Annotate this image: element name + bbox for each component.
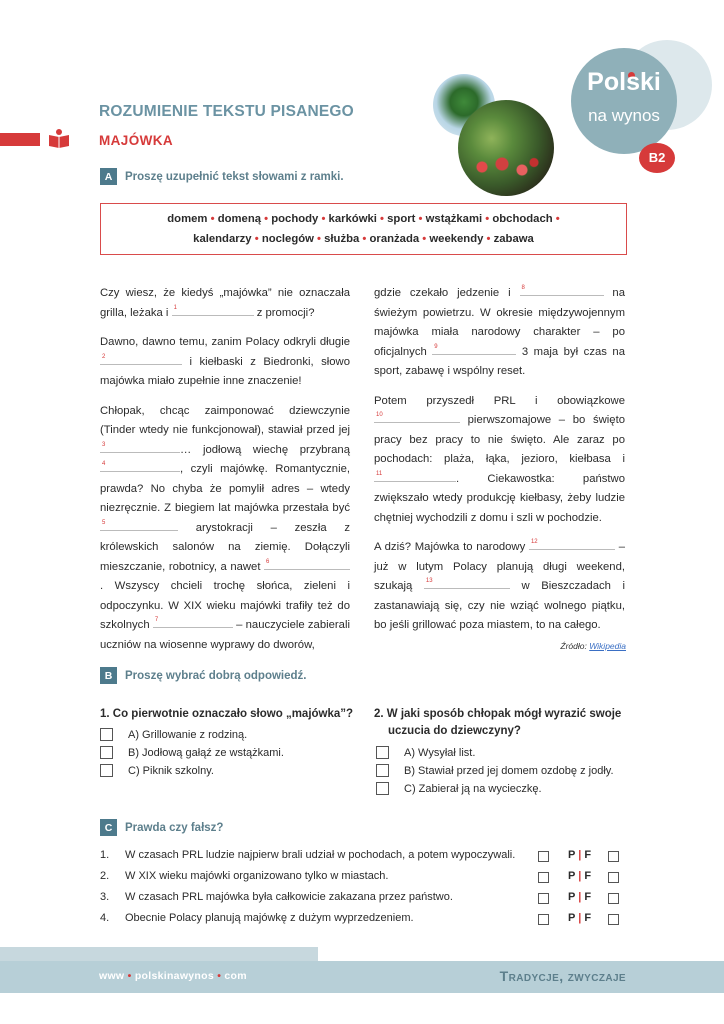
blank-field[interactable] (100, 441, 180, 453)
photo-picnic (458, 100, 554, 196)
url-part: polskinawynos (134, 970, 214, 982)
level-badge: B2 (639, 143, 675, 173)
true-false-row (100, 891, 620, 907)
url-dot: • (127, 970, 132, 982)
separator-dot: • (376, 213, 388, 225)
divider: | (578, 891, 582, 903)
footer-category: Tradycje, zwyczaje (499, 968, 626, 984)
q1-option-b[interactable] (100, 746, 284, 759)
book-icon (48, 128, 70, 148)
statement-text: W czasach PRL ludzie najpierw brali udział w pochodach, a potem wypoczywali. (125, 849, 516, 861)
paragraph: Dawno, dawno temu, zanim Polacy odkryli długie 2 i kiełbaski z Biedronki, słowo majówka miało zupełnie inne znaczenie! (100, 336, 350, 387)
false-label: F (584, 870, 592, 882)
word-option: weekendy (429, 233, 484, 245)
question-2-title-line1: 2. W jaki sposób chłopak mógł wyrazić swoje (374, 708, 622, 720)
blank-field[interactable] (100, 460, 180, 472)
divider: | (578, 849, 582, 861)
blank-number: 13 (425, 578, 433, 584)
paragraph: Chłopak, chcąc zaimponować dziewczynie (Tinder wtedy nie funkcjonował), stawiał przed jej 3 … jodłową wiechę przybraną 4 , czyli majówkę. Romantycznie, prawda? No chyba że pomylił adres – wtedy niezręcznie. Z biegiem lat majówka przestała być 5 arystokracji – zeszła z królewskich salonów na ziemię. Dołączyli mieszczanie, robotnicy, a nawet 6 . Wszyscy chcieli trochę słońca, zieleni i odpoczynku. W XIX wieku majówki trafiły też do szkolnych 7 – nauczyciele zabierali uczniów na wiosenne wyprawy do dworów, (100, 404, 350, 651)
separator-dot: • (207, 213, 218, 225)
checkbox[interactable] (376, 782, 389, 795)
separator-dot: • (313, 233, 325, 245)
section-a-heading (100, 168, 344, 185)
question-2-title-line2: uczucia do dziewczyny? (388, 725, 521, 737)
option-label: A) Wysyłał list. (404, 746, 476, 759)
blank-number: 6 (266, 558, 270, 565)
red-accent-bar (0, 133, 40, 146)
separator-dot: • (419, 233, 430, 245)
option-label: C) Zabierał ją na wycieczkę. (404, 782, 542, 795)
word-option: domem (167, 213, 208, 225)
checkbox[interactable] (376, 764, 389, 777)
blank-field[interactable] (100, 353, 182, 365)
separator-dot: • (318, 213, 329, 225)
paragraph: Czy wiesz, że kiedyś „majówka” nie oznaczała grilla, leżaka i 1 z promocji? (100, 287, 350, 319)
option-label: B) Jodłową gałąź ze wstążkami. (128, 746, 284, 759)
blank-number: 2 (102, 353, 106, 360)
blank-number: 10 (376, 412, 383, 418)
page-subtitle: MAJÓWKA (99, 133, 174, 148)
true-false-label (568, 870, 591, 882)
blank-number: 12 (530, 539, 538, 545)
blank-field[interactable] (520, 284, 604, 296)
true-label: P (568, 849, 576, 861)
blank-field[interactable] (264, 558, 350, 570)
separator-dot: • (415, 213, 426, 225)
q1-option-a[interactable] (100, 728, 247, 741)
q1-option-c[interactable] (100, 764, 214, 777)
section-instruction: Prawda czy fałsz? (125, 821, 224, 834)
blank-number: 3 (102, 441, 106, 448)
word-option: karkówki (328, 213, 377, 225)
checkbox-true[interactable] (538, 851, 549, 862)
checkbox[interactable] (100, 746, 113, 759)
section-b-heading (100, 667, 306, 684)
section-c-heading (100, 819, 223, 836)
word-box-row (101, 213, 626, 225)
logo (571, 48, 677, 154)
text-column-left (100, 284, 350, 655)
url-part: www (99, 970, 125, 982)
separator-dot: • (482, 213, 493, 225)
true-false-label (568, 849, 591, 861)
section-letter: C (100, 819, 117, 836)
blank-field[interactable] (424, 577, 510, 589)
question-2-title (374, 706, 621, 740)
true-label: P (568, 912, 576, 924)
paragraph: gdzie czekało jedzenie i 8 na świeżym powietrzu. W okresie międzywojennym majówka miała narodowy charakter – po oficjalnych 9 3 maja był czas na sport, zabawę i wspólny reset. (374, 284, 625, 382)
logo-line2: na wynos (588, 106, 660, 125)
blank-field[interactable] (374, 470, 456, 482)
statement-text: W czasach PRL majówka była całkowicie zakazana przez państwo. (125, 891, 453, 903)
blank-number: 1 (173, 304, 177, 311)
checkbox[interactable] (100, 728, 113, 741)
true-false-row (100, 849, 620, 865)
checkbox-false[interactable] (608, 893, 619, 904)
true-label: P (568, 891, 576, 903)
blank-number: 5 (102, 519, 106, 526)
section-instruction: Proszę uzupełnić tekst słowami z ramki. (125, 170, 344, 183)
checkbox-false[interactable] (608, 914, 619, 925)
word-option: domeną (217, 213, 261, 225)
word-option: sport (387, 213, 416, 225)
separator-dot: • (251, 233, 262, 245)
item-number: 2. (100, 870, 110, 882)
separator-dot: • (552, 213, 560, 225)
word-option: służba (324, 233, 360, 245)
option-label: C) Piknik szkolny. (128, 764, 214, 777)
source-link[interactable]: Wikipedia (589, 641, 626, 651)
q2-option-b[interactable] (376, 764, 614, 777)
statement-text: W XIX wieku majówki organizowano tylko w miastach. (125, 870, 389, 882)
section-letter: A (100, 168, 117, 185)
blank-number: 7 (154, 617, 159, 623)
option-label: A) Grillowanie z rodziną. (128, 728, 248, 741)
true-label: P (568, 870, 576, 882)
footer-url[interactable] (99, 970, 247, 982)
paragraph: A dziś? Majówka to narodowy 12 – już w lutym Polacy planują długi weekend, szukają 13 w Bieszczadach i zastanawiają się, czy nie wziąć wolnego piątku, bo jeśli grillować poza miastem, to na całego. (374, 538, 625, 636)
word-option: noclegów (261, 233, 314, 245)
blank-field[interactable] (432, 343, 516, 355)
item-number: 4. (100, 912, 110, 924)
divider: | (578, 912, 582, 924)
word-box-row (101, 233, 626, 245)
checkbox[interactable] (376, 746, 389, 759)
question-1-title: 1. Co pierwotnie oznaczało słowo „majówka”? (100, 708, 354, 720)
statement-text: Obecnie Polacy planują majówkę z dużym wyprzedzeniem. (125, 912, 414, 924)
checkbox[interactable] (100, 764, 113, 777)
logo-line1: Polski (587, 68, 661, 96)
word-option: oranżada (369, 233, 420, 245)
url-part: com (224, 970, 247, 982)
text-column-right (374, 284, 625, 636)
source-label: Źródło: (560, 641, 587, 651)
blank-number: 11 (376, 470, 383, 477)
paragraph: Potem przyszedł PRL i obowiązkowe 10 pierwszomajowe – bo święto pracy bez pracy to nie święto. Ale zaraz po pochodach: plaża, łąka, jezioro, kiełbasa i 11 . Ciekawostka: państwo zwiększało wtedy produkcję kiełbasy, żeby ludzie chętniej wychodzili z domu i szli w pochodzie. (374, 394, 625, 524)
true-false-label (568, 912, 591, 924)
false-label: F (584, 849, 592, 861)
word-option: obchodach (492, 213, 553, 225)
word-option: wstążkami (425, 213, 483, 225)
q2-option-c[interactable] (376, 782, 542, 795)
blank-field[interactable] (153, 616, 233, 628)
true-false-row (100, 912, 620, 928)
section-instruction: Proszę wybrać dobrą odpowiedź. (125, 669, 307, 682)
blank-field[interactable] (529, 538, 615, 550)
item-number: 1. (100, 849, 110, 861)
checkbox-true[interactable] (538, 893, 549, 904)
true-false-row (100, 870, 620, 886)
separator-dot: • (483, 233, 494, 245)
blank-field[interactable] (172, 304, 254, 316)
blank-number: 4 (102, 461, 106, 467)
footer (0, 961, 724, 993)
false-label: F (584, 912, 592, 924)
option-label: B) Stawiał przed jej domem ozdobę z jodły. (404, 764, 614, 777)
separator-dot: • (261, 213, 272, 225)
item-number: 3. (100, 891, 110, 903)
false-label: F (584, 891, 592, 903)
source-note (560, 641, 626, 651)
footer-accent (0, 947, 318, 961)
page-header-title: ROZUMIENIE TEKSTU PISANEGO (99, 103, 354, 120)
url-dot: • (217, 970, 222, 982)
true-false-label (568, 891, 591, 903)
blank-number: 9 (434, 343, 438, 350)
blank-field[interactable] (100, 519, 178, 531)
blank-number: 8 (521, 285, 525, 291)
divider: | (578, 870, 582, 882)
blank-field[interactable] (374, 411, 460, 423)
word-option: pochody (271, 213, 319, 225)
word-box (100, 203, 627, 255)
section-letter: B (100, 667, 117, 684)
checkbox-false[interactable] (608, 851, 619, 862)
checkbox-true[interactable] (538, 872, 549, 883)
word-option: zabawa (493, 233, 534, 245)
q2-option-a[interactable] (376, 746, 475, 759)
word-option: kalendarzy (193, 233, 252, 245)
checkbox-true[interactable] (538, 914, 549, 925)
checkbox-false[interactable] (608, 872, 619, 883)
separator-dot: • (359, 233, 370, 245)
